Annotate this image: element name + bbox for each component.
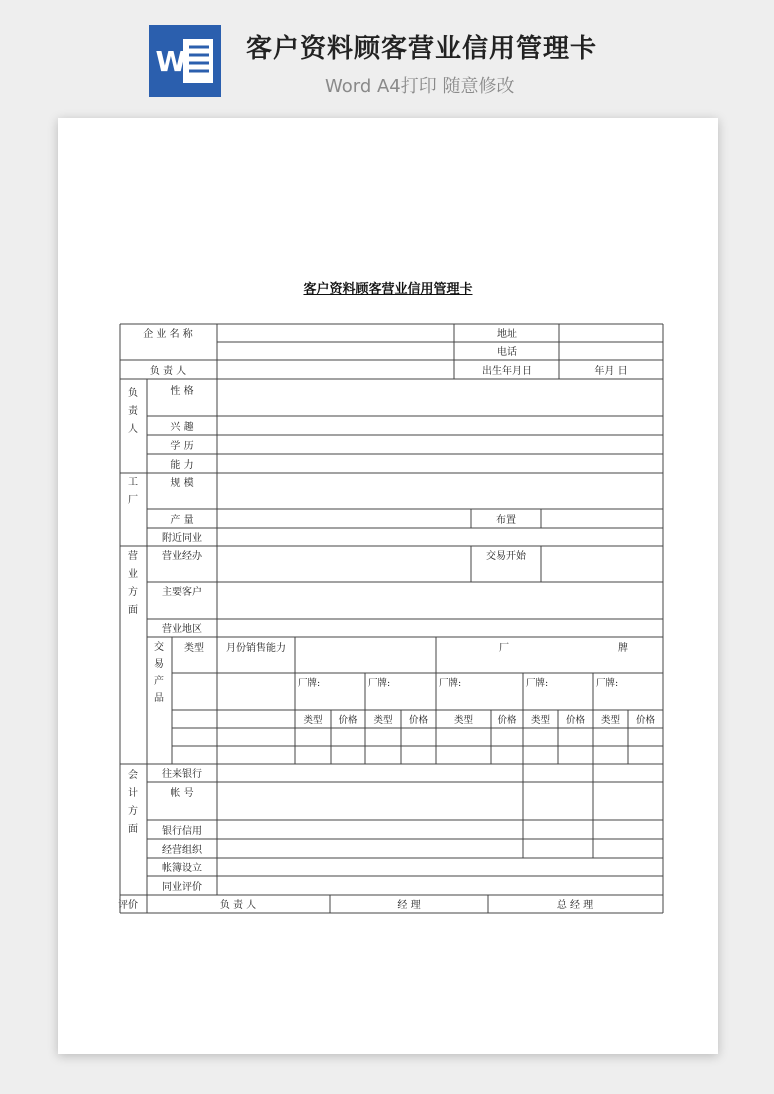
factory-brand-label-2: 厂牌: (368, 678, 391, 689)
label-management-org: 经营组织 (162, 845, 202, 856)
label-nearby-peers: 附近同业 (162, 533, 202, 544)
label-scale: 规 模 (170, 478, 194, 489)
type-col-label-2: 类型 (373, 715, 393, 726)
factory-brand-label-3: 厂牌: (439, 678, 462, 689)
label-type-header: 类型 (184, 643, 204, 654)
label-bank: 往来银行 (162, 769, 202, 780)
type-col-label-4: 类型 (530, 715, 551, 726)
label-evaluation: 评价 (118, 900, 138, 911)
type-col-label-1: 类型 (303, 715, 323, 726)
credit-form-table (58, 118, 718, 1054)
price-col-label-5: 价格 (635, 715, 656, 726)
label-character: 性 格 (170, 386, 194, 397)
label-books-setup: 帐簿设立 (162, 863, 202, 874)
factory-brand-label-1: 厂牌: (298, 678, 321, 689)
price-col-label-1: 价格 (338, 715, 358, 726)
label-year-month-day: 年月 日 (594, 366, 628, 377)
price-col-label-3: 价格 (497, 715, 517, 726)
type-col-label-5: 类型 (600, 715, 621, 726)
label-business-area: 营业地区 (162, 624, 202, 635)
label-bank-credit: 银行信用 (162, 826, 202, 837)
section-factory-label: 工厂 (128, 477, 138, 506)
section-accounting-label: 会计方面 (128, 770, 138, 835)
label-ability: 能 力 (170, 460, 194, 471)
label-phone: 电话 (497, 347, 517, 358)
label-factory: 厂 (499, 643, 509, 654)
label-birth-date: 出生年月日 (482, 366, 532, 377)
section-business-label: 营业方面 (128, 551, 138, 616)
label-peer-evaluation: 同业评价 (162, 882, 202, 893)
section-person-label: 负责人 (128, 388, 138, 435)
label-person-in-charge: 负 责 人 (149, 366, 187, 377)
header-subtitle: Word A4打印 随意修改 (325, 76, 515, 97)
word-icon (149, 25, 221, 97)
label-brand: 牌 (618, 643, 628, 654)
factory-brand-label-4: 厂牌: (526, 678, 549, 689)
label-address: 地址 (497, 329, 517, 340)
label-education: 学 历 (170, 441, 194, 452)
section-trade-products-label: 交易产品 (154, 642, 164, 704)
label-company-name: 企 业 名 称 (143, 329, 193, 340)
type-col-label-3: 类型 (453, 715, 474, 726)
label-interest: 兴 趣 (170, 422, 194, 433)
factory-brand-label-5: 厂牌: (596, 678, 619, 689)
label-responsible: 负 责 人 (219, 900, 257, 911)
label-main-customers: 主要客户 (162, 587, 202, 598)
price-col-label-4: 价格 (565, 715, 586, 726)
label-trade-start: 交易开始 (486, 551, 526, 562)
label-account: 帐 号 (170, 788, 194, 799)
label-business-operation: 营业经办 (162, 551, 202, 562)
document-title: 客户资料顾客营业信用管理卡 (303, 282, 473, 297)
header-title: 客户资料顾客营业信用管理卡 (246, 34, 598, 64)
label-manager: 经 理 (397, 900, 421, 911)
label-layout: 布置 (496, 515, 516, 526)
label-output: 产 量 (170, 515, 194, 526)
word-logo-letter: W (155, 45, 187, 78)
document-page (58, 118, 718, 1054)
price-col-label-2: 价格 (408, 715, 429, 726)
page-header (0, 0, 774, 110)
label-general-manager: 总 经 理 (556, 900, 594, 911)
label-monthly-sales: 月份销售能力 (226, 643, 286, 654)
